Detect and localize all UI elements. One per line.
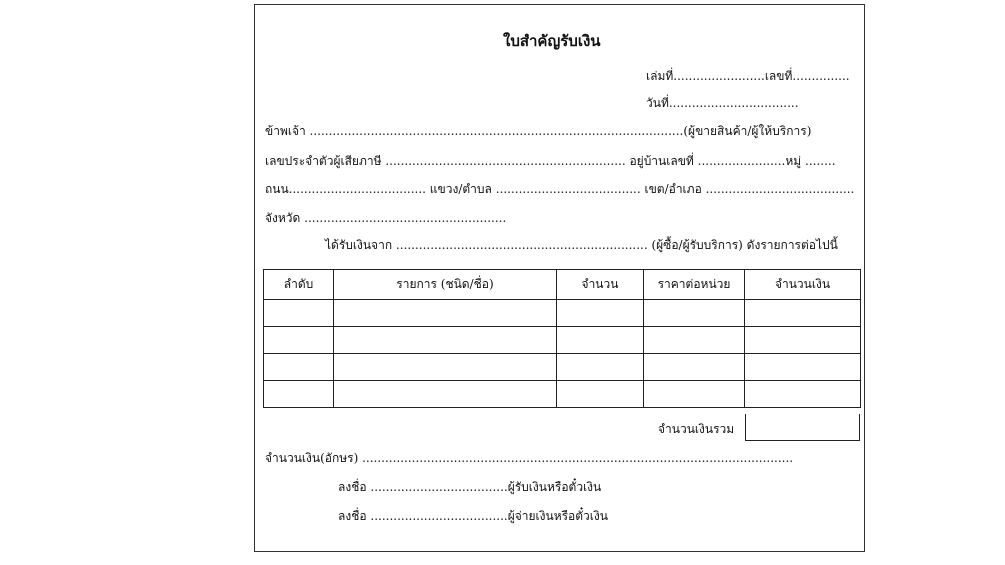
- table-cell: [557, 327, 644, 354]
- payee-line: ข้าพเจ้า ..................................................................................................(ผู้ขายสินค้า/ผู้ให้บริการ): [265, 124, 812, 138]
- table-cell: [644, 354, 745, 381]
- table-cell: [264, 300, 334, 327]
- receiver-signature-line: ลงชื่อ ....................................ผู้รับเงินหรือตั๋วเงิน: [338, 480, 602, 494]
- form-title: ใบสำคัญรับเงิน: [503, 32, 601, 50]
- address-line: ถนน.................................... แขวง/ตำบล ...................................... เขต/อำเภอ .......................................: [265, 182, 855, 196]
- table-row: [264, 327, 861, 354]
- table-row: [264, 354, 861, 381]
- table-cell: [644, 300, 745, 327]
- table-row: [264, 300, 861, 327]
- table-row: [264, 381, 861, 408]
- tax-id-line: เลขประจำตัวผู้เสียภาษี ............................................................... อยู่บ้านเลขที่ .......................หมู่ ........: [265, 154, 836, 168]
- table-cell: [334, 354, 557, 381]
- payer-signature-line: ลงชื่อ ....................................ผู้จ่ายเงินหรือตั๋วเงิน: [338, 509, 608, 523]
- items-table: [263, 269, 861, 408]
- table-cell: [745, 300, 861, 327]
- col-header-qty: จำนวน: [557, 270, 644, 300]
- col-header-unit-price: ราคาต่อหน่วย: [644, 270, 745, 300]
- table-cell: [644, 381, 745, 408]
- table-cell: [745, 354, 861, 381]
- table-cell: [745, 327, 861, 354]
- amount-in-words-line: จำนวนเงิน(อักษร) .................................................................................................................: [265, 451, 794, 465]
- table-cell: [264, 327, 334, 354]
- col-header-amount: จำนวนเงิน: [745, 270, 861, 300]
- table-cell: [557, 354, 644, 381]
- table-cell: [557, 381, 644, 408]
- province-line: จังหวัด .....................................................: [265, 211, 507, 225]
- book-number-line: เล่มที่........................เลขที่...............: [646, 69, 850, 83]
- col-header-no: ลำดับ: [264, 270, 334, 300]
- table-cell: [557, 300, 644, 327]
- table-cell: [264, 381, 334, 408]
- table-header-row: [264, 270, 861, 300]
- table-cell: [334, 300, 557, 327]
- table-cell: [745, 381, 861, 408]
- receipt-form: [254, 4, 865, 552]
- received-from-line: ได้รับเงินจาก .................................................................. (ผู้ซื้อ/ผู้รับบริการ) ดังรายการต่อไปนี้: [325, 238, 838, 252]
- date-line: วันที่..................................: [646, 96, 799, 110]
- table-cell: [264, 354, 334, 381]
- table-cell: [334, 327, 557, 354]
- total-amount-box: [745, 414, 860, 441]
- total-label: จำนวนเงินรวม: [658, 422, 735, 436]
- col-header-item: รายการ (ชนิด/ชื่อ): [334, 270, 557, 300]
- table-cell: [644, 327, 745, 354]
- table-cell: [334, 381, 557, 408]
